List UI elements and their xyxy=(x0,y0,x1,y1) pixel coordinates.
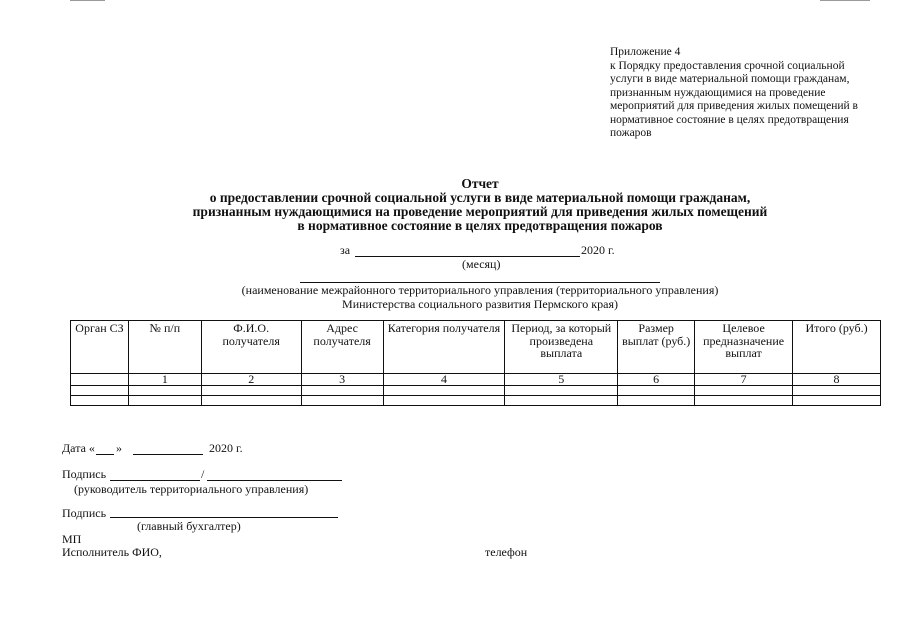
number-cell: 8 xyxy=(793,374,881,386)
number-cell xyxy=(71,374,129,386)
signature-caption: (руководитель территориального управления) xyxy=(74,482,309,496)
table-cell[interactable] xyxy=(71,386,129,396)
date-day-field[interactable] xyxy=(96,454,114,455)
org-caption xyxy=(180,283,780,311)
appendix-block xyxy=(610,46,900,141)
appendix-line: нормативное состояние в целях предотвращения xyxy=(610,113,849,126)
table-cell[interactable] xyxy=(201,396,301,406)
table-cell[interactable] xyxy=(618,386,695,396)
header-cell: Итого (руб.) xyxy=(793,321,881,374)
report-table xyxy=(70,320,881,406)
header-cell: Целевое предназначение выплат xyxy=(695,321,793,374)
table-cell[interactable] xyxy=(128,396,201,406)
appendix-line: Приложение 4 xyxy=(610,46,681,58)
header-cell: Ф.И.О. получателя xyxy=(201,321,301,374)
number-cell: 4 xyxy=(383,374,505,386)
header-cell: Орган СЗ xyxy=(71,321,129,374)
table-cell[interactable] xyxy=(695,396,793,406)
table-cell[interactable] xyxy=(695,386,793,396)
title-line: в нормативное состояние в целях предотвращения пожаров xyxy=(297,218,663,233)
phone-label: телефон xyxy=(485,545,528,559)
header-cell: Период, за который произведена выплата xyxy=(505,321,618,374)
date-quote-close: » xyxy=(116,441,122,455)
title-line: о предоставлении срочной социальной услуги в виде материальной помощи гражданам, xyxy=(209,190,751,205)
signature-label: Подпись xyxy=(62,506,107,520)
number-cell: 3 xyxy=(301,374,383,386)
executor-label: Исполнитель ФИО, xyxy=(62,545,162,559)
signature-field[interactable] xyxy=(110,480,200,481)
appendix-line: к Порядку предоставления срочной социальной xyxy=(610,59,845,72)
number-cell: 7 xyxy=(695,374,793,386)
table-cell[interactable] xyxy=(71,396,129,406)
table-cell[interactable] xyxy=(383,386,505,396)
number-cell: 2 xyxy=(201,374,301,386)
signature-caption: (главный бухгалтер) xyxy=(137,519,241,533)
table-cell[interactable] xyxy=(383,396,505,406)
table-row xyxy=(71,386,881,396)
scan-edge-right xyxy=(820,0,870,1)
period-caption: (месяц) xyxy=(462,257,501,271)
table-cell[interactable] xyxy=(301,386,383,396)
table-cell[interactable] xyxy=(301,396,383,406)
table-cell[interactable] xyxy=(201,386,301,396)
report-title xyxy=(100,177,860,233)
signature-slash: / xyxy=(201,467,205,481)
date-month-field[interactable] xyxy=(133,454,203,455)
header-cell: № п/п xyxy=(128,321,201,374)
table-row xyxy=(71,396,881,406)
table-cell[interactable] xyxy=(793,386,881,396)
title-line: Отчет xyxy=(461,176,499,191)
table-header-row xyxy=(71,321,881,374)
table-cell[interactable] xyxy=(505,386,618,396)
table-cell[interactable] xyxy=(128,386,201,396)
date-year: 2020 г. xyxy=(209,441,243,455)
period-year: 2020 г. xyxy=(581,243,615,257)
header-cell: Категория получателя xyxy=(383,321,505,374)
stamp-place: МП xyxy=(62,532,82,546)
org-caption-line: (наименование межрайонного территориального управления (территориального управления) xyxy=(241,283,719,297)
header-cell: Адрес получателя xyxy=(301,321,383,374)
number-cell: 6 xyxy=(618,374,695,386)
table-cell[interactable] xyxy=(618,396,695,406)
period-prefix: за xyxy=(340,243,351,257)
appendix-line: услуги в виде материальной помощи гражданам, xyxy=(610,73,850,85)
appendix-line: признанным нуждающимися на проведение xyxy=(610,86,826,99)
appendix-line: пожаров xyxy=(610,127,652,139)
signature-label: Подпись xyxy=(62,467,107,481)
scan-edge-left xyxy=(70,0,105,1)
number-cell: 5 xyxy=(505,374,618,386)
table-number-row xyxy=(71,374,881,386)
table-cell[interactable] xyxy=(505,396,618,406)
appendix-line: мероприятий для приведения жилых помещений в xyxy=(610,100,858,112)
title-line: признанным нуждающимися на проведение мероприятий для приведения жилых помещений xyxy=(192,204,768,219)
org-caption-line: Министерства социального развития Пермского края) xyxy=(342,297,618,311)
signature-field[interactable] xyxy=(110,517,338,518)
date-prefix: Дата « xyxy=(62,441,95,455)
signature-name-field[interactable] xyxy=(207,480,342,481)
header-cell: Размер выплат (руб.) xyxy=(618,321,695,374)
number-cell: 1 xyxy=(128,374,201,386)
table-cell[interactable] xyxy=(793,396,881,406)
